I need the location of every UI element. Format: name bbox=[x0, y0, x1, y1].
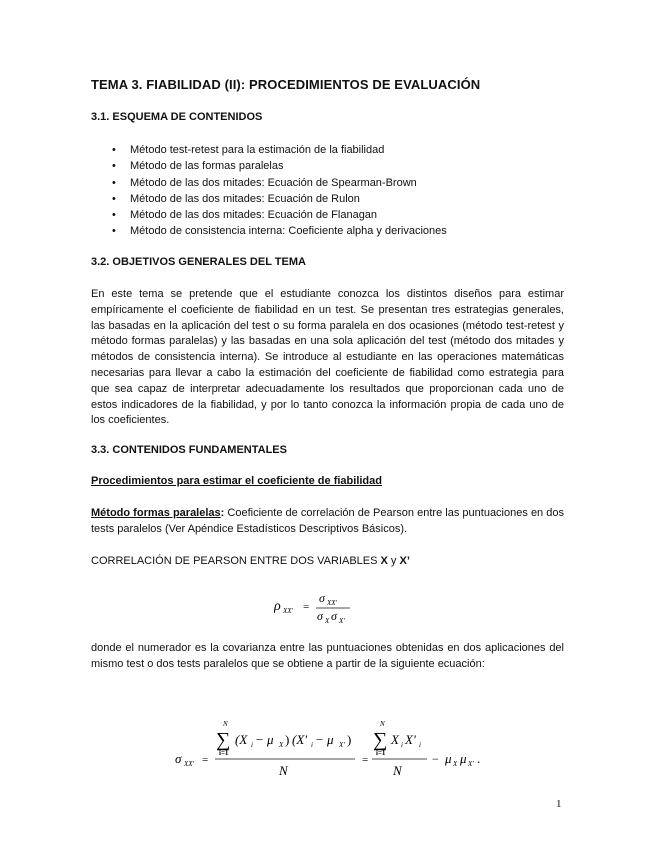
eq1-den1: σ bbox=[317, 609, 323, 623]
eq2-sum-bottom: i=1 bbox=[219, 749, 229, 757]
eq2-term2-mu-sub: X' bbox=[339, 741, 345, 749]
method-colon: : bbox=[220, 507, 225, 519]
section-2-heading: 3.2. OBJETIVOS GENERALES DEL TEMA bbox=[91, 256, 306, 268]
document-title: TEMA 3. FIABILIDAD (II): PROCEDIMIENTOS DE EVALUACIÓN bbox=[91, 77, 481, 92]
eq2-term2-rest: − μ bbox=[315, 732, 334, 747]
eq2-minus: − bbox=[432, 752, 439, 766]
pearson-equation bbox=[274, 589, 364, 625]
eq1-equals: = bbox=[303, 601, 310, 613]
eq2-term2: (X' bbox=[292, 732, 308, 747]
eq2-term1-sub: i bbox=[251, 741, 253, 749]
eq2-den2: N bbox=[393, 763, 402, 778]
section-3-heading: 3.3. CONTENIDOS FUNDAMENTALES bbox=[91, 444, 287, 456]
eq1-lhs: ρ bbox=[274, 599, 281, 614]
eq1-den2: σ bbox=[331, 609, 337, 623]
pearson-label-text: CORRELACIÓN DE PEARSON ENTRE DOS VARIABLES bbox=[91, 555, 381, 567]
eq2-term2-close: ) bbox=[347, 732, 352, 747]
list-item: • Método test-retest para la estimación de la fiabilidad bbox=[91, 142, 447, 158]
pearson-var-x: X bbox=[380, 555, 388, 567]
page-number: 1 bbox=[556, 798, 562, 810]
eq2-term3-sub: i bbox=[401, 741, 403, 749]
eq2-term1-close: ) bbox=[285, 732, 290, 747]
subsection-heading: Procedimientos para estimar el coeficiente de fiabilidad bbox=[91, 475, 382, 487]
method-paragraph bbox=[91, 506, 564, 538]
eq1-lhs-sub: XX' bbox=[283, 607, 294, 615]
eq2-term3b: X' bbox=[405, 732, 416, 747]
section-1-heading: 3.1. ESQUEMA DE CONTENIDOS bbox=[91, 111, 263, 123]
eq2-lhs: σ bbox=[175, 751, 182, 766]
pearson-var-xp: X’ bbox=[399, 555, 410, 567]
eq2-term2-sub: i bbox=[311, 741, 313, 749]
list-item: • Método de consistencia interna: Coeficiente alpha y derivaciones bbox=[91, 223, 447, 239]
eq2-mu1-sub: X bbox=[453, 760, 458, 768]
pearson-and: y bbox=[387, 555, 400, 567]
eq2-sum2-symbol: ∑ bbox=[373, 729, 388, 751]
eq1-den1-sub: X bbox=[325, 617, 330, 625]
list-item: • Método de las formas paralelas bbox=[91, 158, 447, 174]
pearson-label bbox=[91, 555, 410, 567]
eq2-term1-rest: − μ bbox=[255, 732, 274, 747]
eq2-term3b-sub: i bbox=[419, 741, 421, 749]
eq2-equals-2: = bbox=[362, 754, 369, 766]
eq2-term3: X bbox=[391, 732, 399, 747]
method-text: Coeficiente de correlación de Pearson entre las puntuaciones en dos tests paralelos (Ver Apéndice Estadísticos Descriptivos Básicos). bbox=[91, 507, 564, 535]
list-item: • Método de las dos mitades: Ecuación de Flanagan bbox=[91, 207, 447, 223]
eq2-sum-top: N bbox=[223, 720, 228, 728]
list-item: • Método de las dos mitades: Ecuación de Rulon bbox=[91, 191, 447, 207]
eq2-term1: (X bbox=[235, 732, 248, 747]
covariance-paragraph: donde el numerador es la covarianza entre las puntuaciones obtenidas en dos aplicaciones del mismo test o dos tests paralelos que se obtiene a partir de la siguiente ecuación: bbox=[91, 642, 564, 670]
eq1-num-sub: XX' bbox=[327, 599, 338, 607]
eq2-den: N bbox=[279, 763, 288, 778]
eq1-den2-sub: X' bbox=[339, 617, 345, 625]
objectives-paragraph: En este tema se pretende que el estudiante conozca los distintos diseños para estimar empíricamente el coeficiente de fiabilidad en un test. Se presentan tres estrategias generales, las basadas en la aplicación del test o su forma paralela en dos ocasiones (método test-retest y método formas paralelas) y las basadas en una sola aplicación del test (método dos mitades y métodos de consistencia interna). Se introduce al estudiante en las operaciones matemáticas necesarias para llevar a cabo la estimación del coeficiente de fiabilidad como estrategia para que sea capaz de interpretar adecuadamente los resultados que proporcionan cada uno de estos indicadores de la fiabilidad, y por lo tanto conozca la información propia de cada uno de los coeficientes. bbox=[91, 288, 564, 427]
eq1-num: σ bbox=[319, 591, 325, 605]
list-item: • Método de las dos mitades: Ecuación de Spearman-Brown bbox=[91, 175, 447, 191]
eq2-lhs-sub: XX' bbox=[184, 760, 195, 768]
eq2-sum2-top: N bbox=[380, 720, 385, 728]
eq2-equals: = bbox=[202, 754, 209, 766]
method-label: Método formas paralelas bbox=[91, 507, 221, 519]
eq2-term1-mu-sub: X bbox=[279, 741, 284, 749]
eq2-mu1: μ bbox=[445, 751, 452, 766]
contents-list bbox=[91, 142, 447, 240]
eq2-sum-symbol: ∑ bbox=[216, 729, 231, 751]
eq2-mu2: μ bbox=[460, 751, 467, 766]
eq2-sum2-bottom: i=1 bbox=[376, 749, 386, 757]
eq2-trailing-period: . bbox=[477, 751, 481, 766]
covariance-equation bbox=[175, 718, 555, 778]
eq2-mu2-sub: X' bbox=[468, 760, 474, 768]
